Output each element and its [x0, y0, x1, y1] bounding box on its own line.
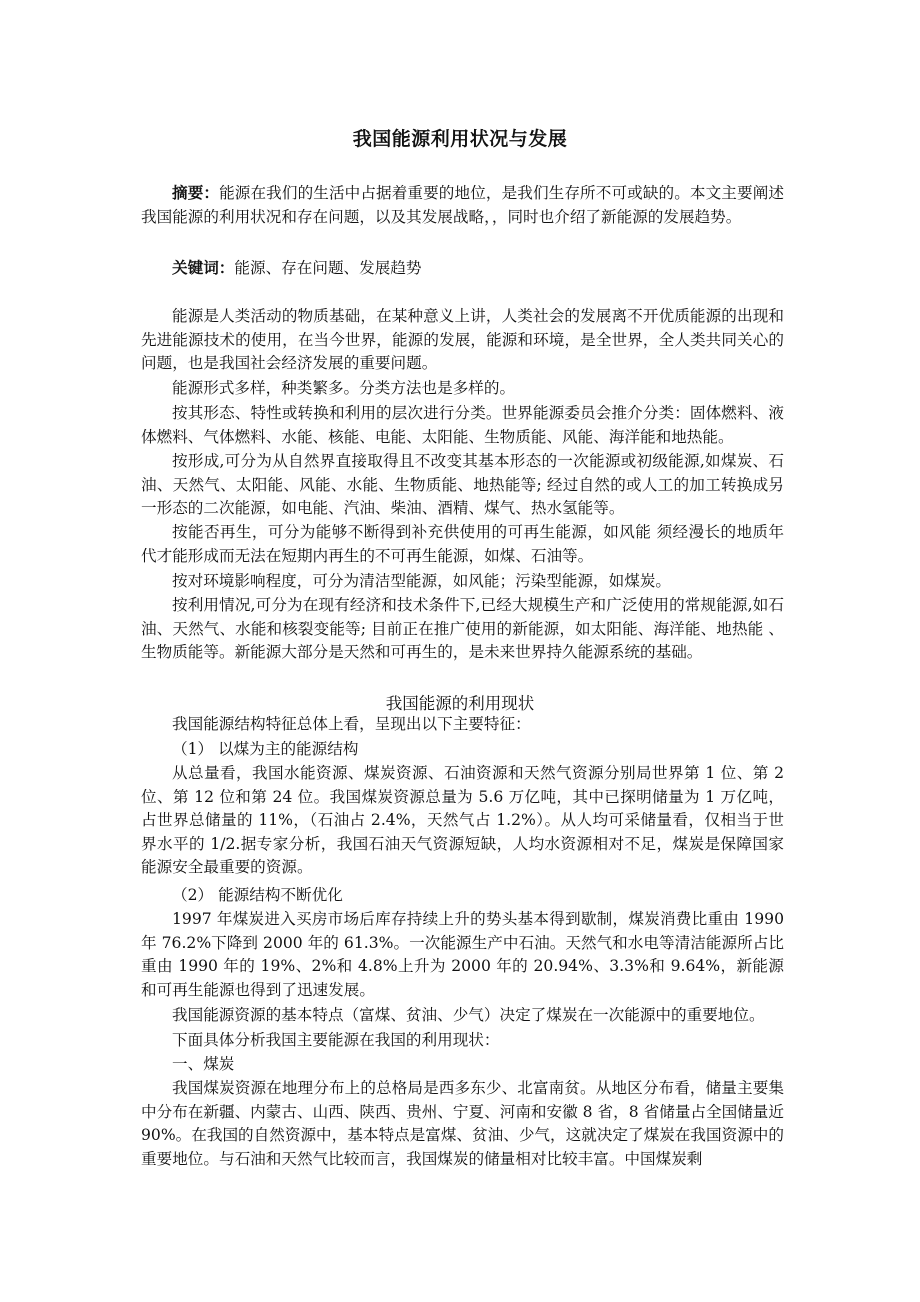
document-title: 我国能源利用状况与发展 [352, 128, 568, 150]
keywords-paragraph [141, 257, 784, 281]
intro-paragraph-4: 按形成,可分为从自然界直接取得且不改变其基本形态的一次能源或初级能源,如煤炭、石油、天然气、太阳能、风能、水能、生物质能、地热能等; 经过自然的或人工的加工转换成另一形态的二次能源，如电能、汽油、柴油、酒精、煤气、热水氢能等。 [141, 452, 784, 518]
abstract-paragraph [141, 182, 784, 229]
intro-paragraph-7: 按利用情况,可分为在现有经济和技术条件下,已经大规模生产和广泛使用的常规能源,如石油、天然气、水能和核裂变能等; 目前正在推广使用的新能源，如太阳能、海洋能、地热能 、生物质能等。新能源大部分是天然和可再生的，是未来世界持久能源系统的基础。 [141, 596, 784, 662]
body-paragraph-2: （1） 以煤为主的能源结构 [172, 740, 359, 758]
intro-paragraph-1: 能源是人类活动的物质基础，在某种意义上讲，人类社会的发展离不开优质能源的出现和先进能源技术的使用，在当今世界，能源的发展，能源和环境，是全世界，全人类共同关心的问题，也是我国社会经济发展的重要问题。 [141, 307, 784, 373]
intro-paragraph-5: 按能否再生，可分为能够不断得到补充供使用的可再生能源，如风能 须经漫长的地质年代才能形成而无法在短期内再生的不可再生能源，如煤、石油等。 [141, 523, 784, 565]
body-paragraph-6: 我国能源资源的基本特点（富煤、贫油、少气）决定了煤炭在一次能源中的重要地位。 [172, 1006, 765, 1024]
abstract-label: 摘要： [172, 184, 220, 202]
body-paragraph-4: （2） 能源结构不断优化 [172, 886, 343, 904]
abstract-text: 能源在我们的生活中占据着重要的地位，是我们生存所不可或缺的。本文主要阐述我国能源的利用状况和存在问题，以及其发展战略，，同时也介绍了新能源的发展趋势。 [141, 184, 784, 226]
keywords-label: 关键词： [172, 259, 235, 277]
body-paragraph-7: 下面具体分析我国主要能源在我国的利用现状： [172, 1031, 500, 1049]
keywords-text: 能源、存在问题、发展趋势 [234, 259, 422, 277]
intro-paragraph-3: 按其形态、特性或转换和利用的层次进行分类。世界能源委员会推介分类：固体燃料、液体燃料、气体燃料、水能、核能、电能、太阳能、生物质能、风能、海洋能和地热能。 [141, 404, 784, 446]
body-paragraph-1: 我国能源结构特征总体上看，呈现出以下主要特征： [172, 715, 531, 733]
intro-paragraph-2: 能源形式多样，种类繁多。分类方法也是多样的。 [172, 379, 516, 397]
body-paragraph-3: 从总量看，我国水能资源、煤炭资源、石油资源和天然气资源分别局世界第 1 位、第 2 位、第 12 位和第 24 位。我国煤炭资源总量为 5.6 万亿吨，其中已探明储量为 1 万亿吨，占世界总储量的 11%，（石油占 2.4%，天然气占 1.2%）。从人均可采储量看，仅相当于世界水平的 1/2.据专家分析，我国石油天气资源短缺，人均水资源相对不足，煤炭是保障国家能源安全最重要的资源。 [141, 764, 784, 877]
body-paragraph-5: 1997 年煤炭进入买房市场后库存持续上升的势头基本得到歇制，煤炭消费比重由 1990 年 76.2%下降到 2000 年的 61.3%。一次能源生产中石油。天然气和水电等清洁能源所占比重由 1990 年的 19%、2%和 4.8%上升为 2000 年的 20.94%、3.3%和 9.64%，新能源和可再生能源也得到了迅速发展。 [141, 910, 784, 999]
body-paragraph-9: 我国煤炭资源在地理分布上的总格局是西多东少、北富南贫。从地区分布看，储量主要集中分布在新疆、内蒙古、山西、陕西、贵州、宁夏、河南和安徽 8 省，8 省储量占全国储量近 90%。在我国的自然资源中，基本特点是富煤、贫油、少气，这就决定了煤炭在我国资源中的重要地位。与石油和天然气比较而言，我国煤炭的储量相对比较丰富。中国煤炭剩 [141, 1079, 784, 1168]
section-heading: 我国能源的利用现状 [385, 694, 535, 713]
intro-paragraph-6: 按对环境影响程度，可分为清洁型能源，如风能；污染型能源，如煤炭。 [172, 572, 672, 590]
body-paragraph-8: 一、煤炭 [172, 1055, 235, 1073]
